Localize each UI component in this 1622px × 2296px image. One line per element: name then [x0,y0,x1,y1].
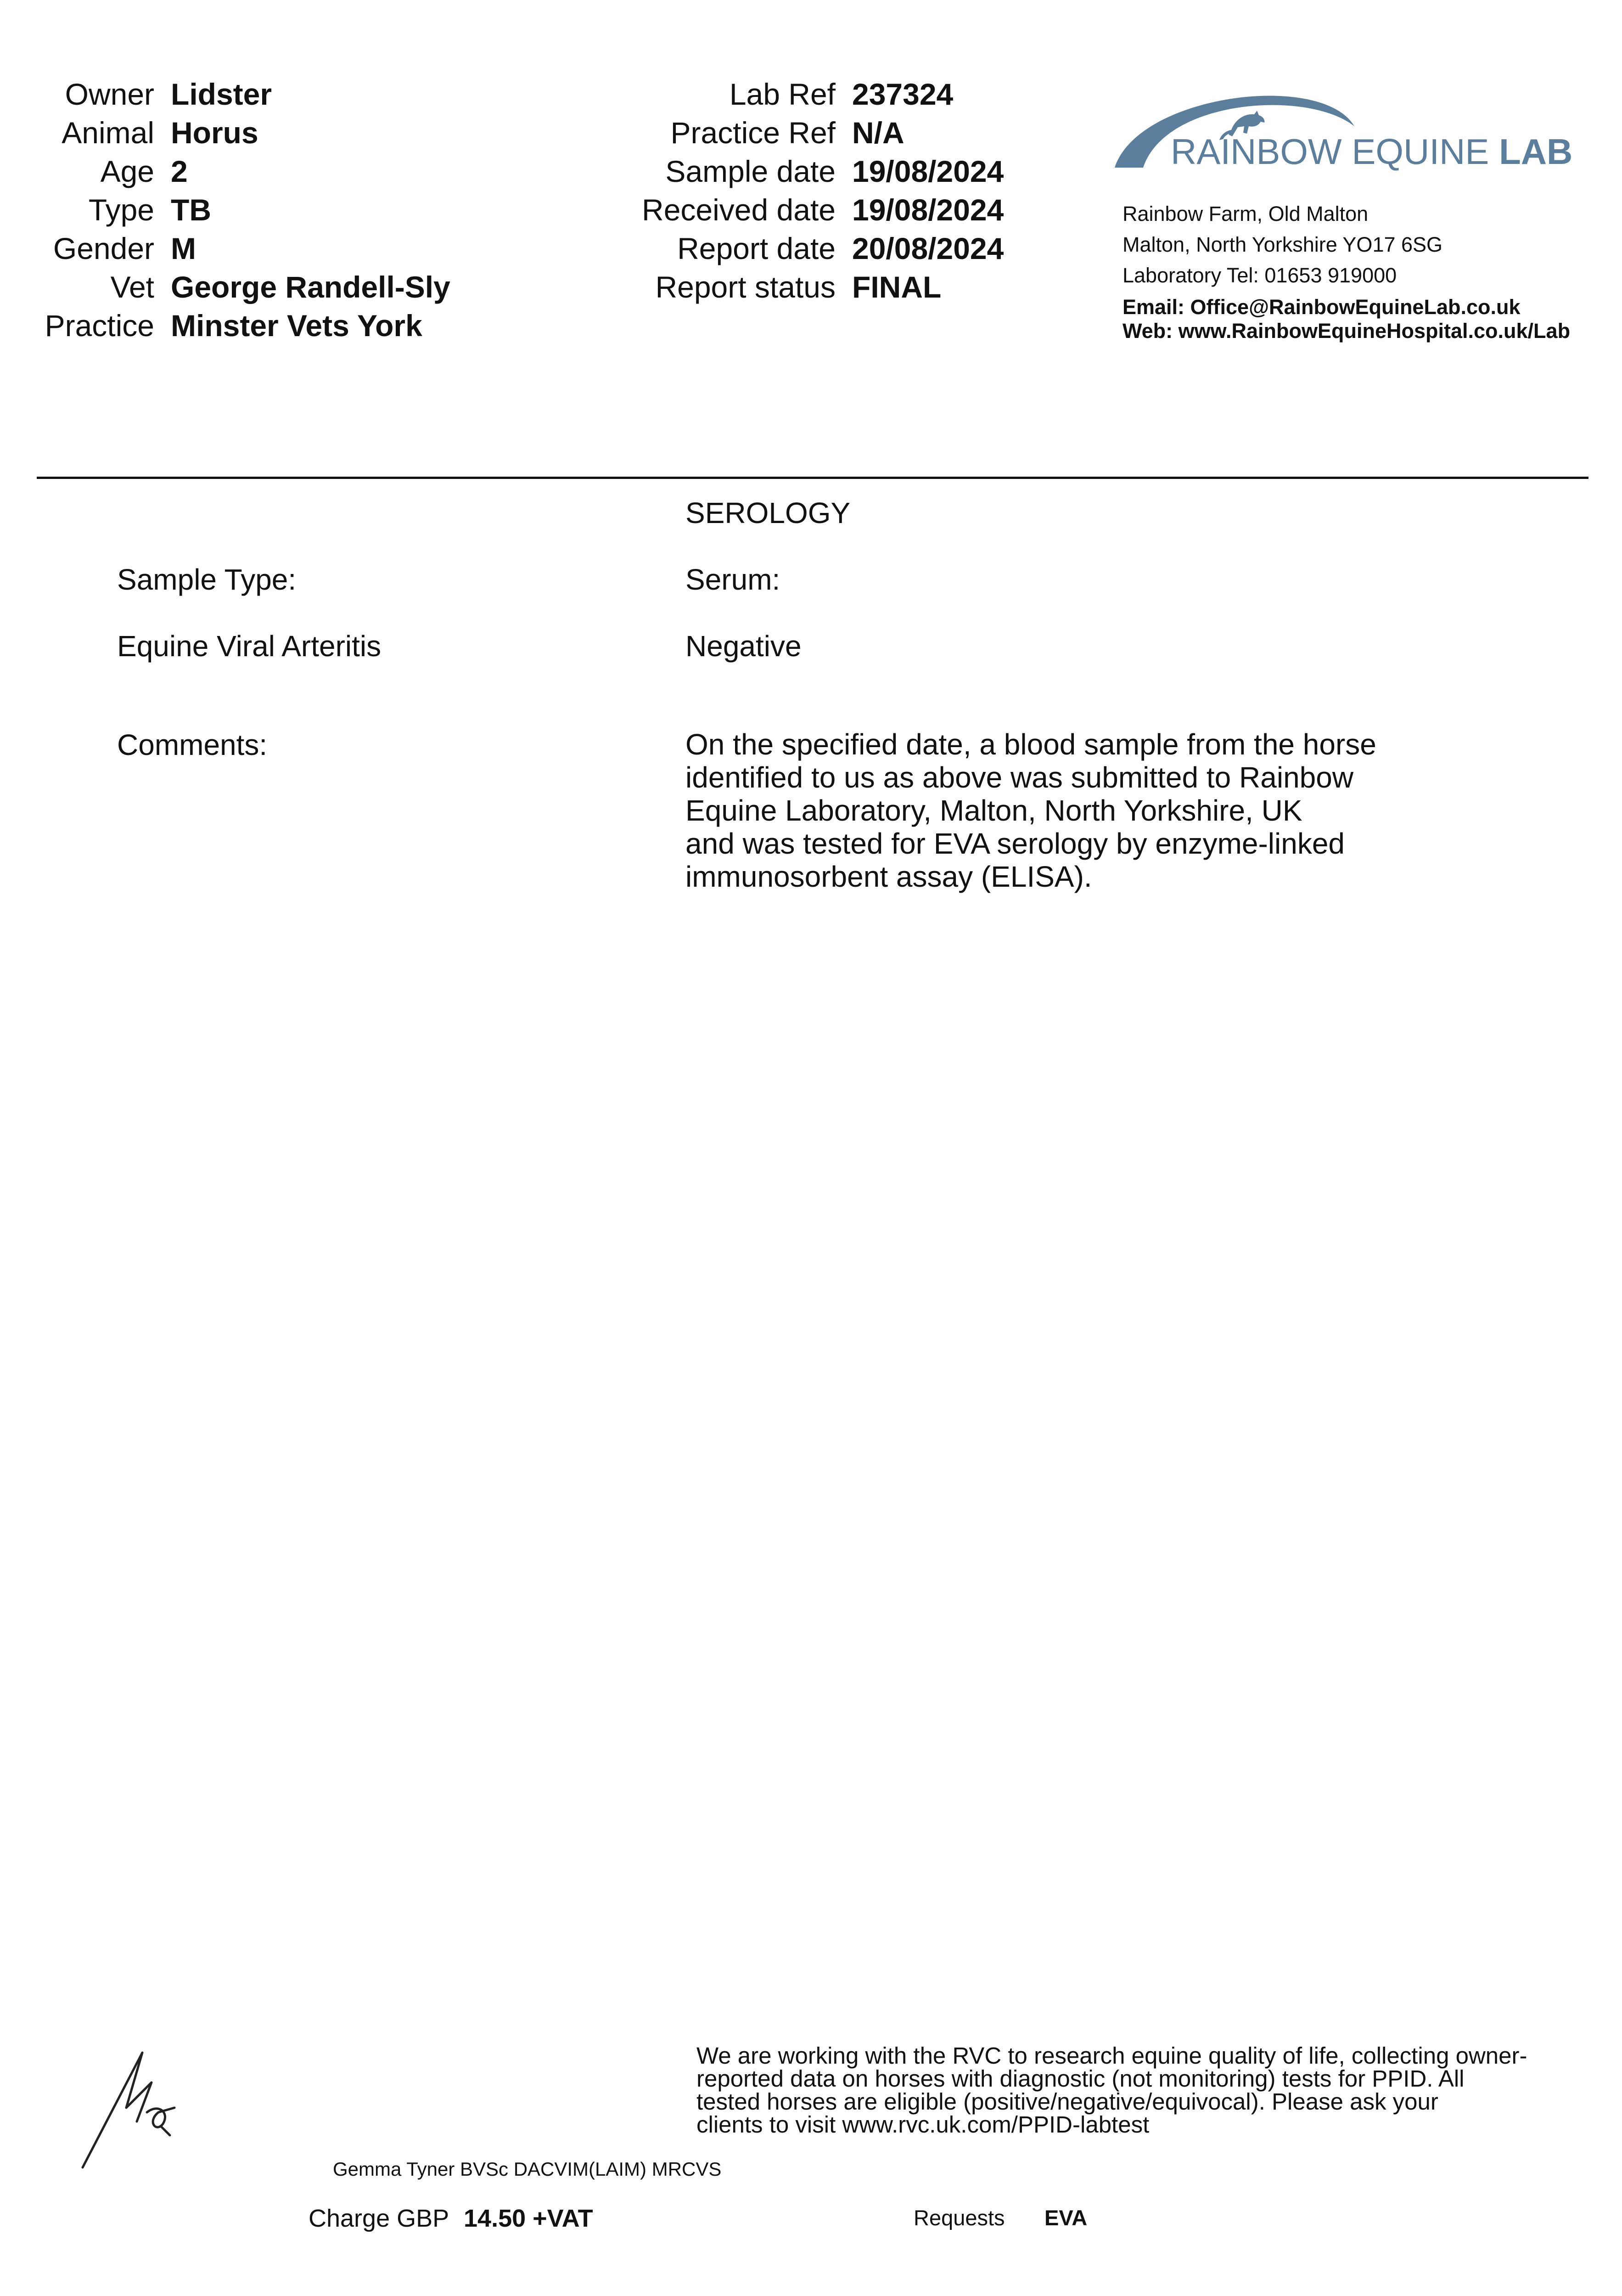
test-result: Negative [685,630,802,663]
vet-value: George Randell-Sly [171,270,450,304]
lab-email: Email: Office@RainbowEquineLab.co.uk [1122,295,1521,319]
comment-line: and was tested for EVA serology by enzyme-linked [685,827,1345,860]
received-date-row [597,191,1004,229]
comments-label: Comments: [117,728,268,761]
requests-value: EVA [1044,2206,1088,2230]
lab-address-line1: Rainbow Farm, Old Malton [1122,202,1369,225]
svg-text:RAINBOW EQUINE LAB [1171,131,1572,172]
owner-label: Owner [65,77,154,111]
animal-row [0,113,450,152]
animal-label: Animal [62,116,154,150]
report-status-label: Report status [655,270,836,304]
signature [78,2043,179,2172]
rvc-research-note [696,2044,1605,2136]
owner-row [0,75,450,113]
header-divider [37,477,1588,479]
report-date-row [597,229,1004,268]
age-value: 2 [171,154,188,188]
vet-row [0,268,450,306]
lab-website: Web: www.RainbowEquineHospital.co.uk/Lab [1122,319,1571,343]
sample-type-label: Sample Type: [117,563,297,596]
comment-line: identified to us as above was submitted to Rainbow [685,761,1354,794]
type-value: TB [171,193,211,227]
logo-text-bold: LAB [1499,131,1573,172]
owner-value: Lidster [171,77,272,111]
practice-row [0,306,450,345]
comment-line: On the specified date, a blood sample from the horse [685,728,1376,761]
patient-details [0,75,450,345]
rainbow-equine-lab-logo [1111,76,1573,177]
sample-date-row [597,152,1004,191]
report-date-value: 20/08/2024 [852,231,1004,265]
vet-label: Vet [110,270,154,304]
sample-date-label: Sample date [665,154,836,188]
gender-row [0,229,450,268]
comment-line: immunosorbent assay (ELISA). [685,860,1092,893]
requests-label: Requests [914,2206,1005,2230]
report-date-label: Report date [677,231,836,265]
gender-label: Gender [53,231,154,265]
practice-label: Practice [45,309,154,343]
signatory-name: Gemma Tyner BVSc DACVIM(LAIM) MRCVS [333,2158,722,2180]
charge-label: Charge GBP [309,2205,449,2232]
lab-ref-label: Lab Ref [729,77,836,111]
test-name: Equine Viral Arteritis [117,630,382,663]
lab-ref-row [597,75,1004,113]
rvc-note-line: clients to visit www.rvc.uk.com/PPID-labtest [696,2111,1150,2138]
report-status-row [597,268,1004,306]
rvc-note-line: We are working with the RVC to research equine quality of life, collecting owner- [696,2043,1527,2069]
age-row [0,152,450,191]
comments-text [685,728,1466,893]
report-status-value: FINAL [852,270,942,304]
sample-type-value: Serum: [685,563,780,596]
lab-reference-details [597,75,1004,306]
lab-ref-value: 237324 [852,77,954,111]
section-title: SEROLOGY [685,496,851,529]
comment-line: Equine Laboratory, Malton, North Yorkshire, UK [685,794,1302,827]
rvc-note-line: reported data on horses with diagnostic (not monitoring) tests for PPID. All [696,2065,1465,2092]
received-date-value: 19/08/2024 [852,193,1004,227]
gender-value: M [171,231,196,265]
type-row [0,191,450,229]
practice-ref-value: N/A [852,116,904,150]
practice-ref-label: Practice Ref [670,116,836,150]
lab-phone: Laboratory Tel: 01653 919000 [1122,264,1397,287]
animal-value: Horus [171,116,258,150]
charge-value: 14.50 +VAT [464,2205,593,2232]
sample-date-value: 19/08/2024 [852,154,1004,188]
type-label: Type [88,193,154,227]
logo-text: RAINBOW EQUINE [1171,131,1499,172]
received-date-label: Received date [642,193,836,227]
rvc-note-line: tested horses are eligible (positive/negative/equivocal). Please ask your [696,2088,1438,2115]
age-label: Age [100,154,154,188]
practice-ref-row [597,113,1004,152]
lab-address-line2: Malton, North Yorkshire YO17 6SG [1122,233,1443,256]
practice-value: Minster Vets York [171,309,422,343]
